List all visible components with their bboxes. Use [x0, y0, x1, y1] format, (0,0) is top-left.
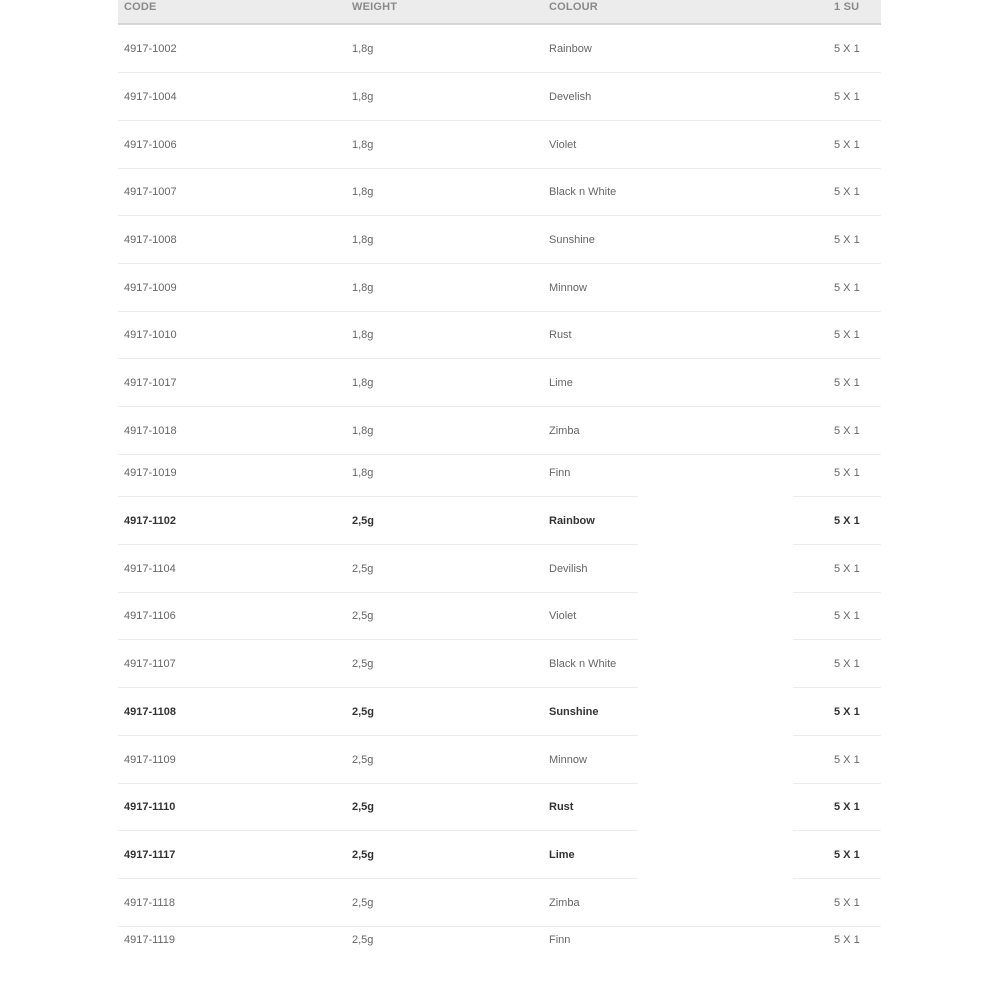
- table-row: [118, 311, 881, 359]
- cell-colour: Rust: [549, 801, 574, 813]
- table-row: [118, 736, 881, 784]
- cell-weight: 1,8g: [352, 467, 374, 479]
- table-row: [118, 831, 881, 879]
- cell-code: 4917-1102: [124, 515, 176, 527]
- table-row: [118, 168, 881, 216]
- cell-weight: 2,5g: [352, 849, 375, 861]
- cell-code: 4917-1106: [124, 610, 176, 622]
- cell-weight: 2,5g: [352, 801, 375, 813]
- cell-weight: 2,5g: [352, 934, 374, 946]
- cell-weight: 1,8g: [352, 186, 374, 198]
- cell-weight: 1,8g: [352, 139, 374, 151]
- table-row: [118, 916, 881, 956]
- cell-weight: 2,5g: [352, 610, 374, 622]
- cell-su: 5 X 1: [834, 139, 860, 151]
- cell-weight: 2,5g: [352, 754, 374, 766]
- cell-code: 4917-1009: [124, 282, 177, 294]
- cell-su: 5 X 1: [834, 186, 860, 198]
- cell-su: 5 X 1: [834, 467, 860, 479]
- cell-colour: Sunshine: [549, 706, 599, 718]
- cell-weight: 2,5g: [352, 706, 375, 718]
- header-weight: WEIGHT: [352, 1, 398, 13]
- cell-colour: Finn: [549, 467, 571, 479]
- cell-weight: 2,5g: [352, 563, 374, 575]
- cell-weight: 2,5g: [352, 658, 374, 670]
- table-row: [118, 73, 881, 121]
- cell-weight: 1,8g: [352, 282, 374, 294]
- table-row: [118, 121, 881, 169]
- table-row: [118, 407, 881, 455]
- cell-code: 4917-1119: [124, 934, 175, 946]
- table-row: [118, 264, 881, 312]
- cell-su: 5 X 1: [834, 754, 860, 766]
- cell-code: 4917-1108: [124, 706, 176, 718]
- cell-code: 4917-1008: [124, 234, 177, 246]
- cell-code: 4917-1110: [124, 801, 176, 813]
- cell-weight: 1,8g: [352, 91, 374, 103]
- cell-su: 5 X 1: [834, 563, 860, 575]
- cell-colour: Zimba: [549, 425, 580, 437]
- cell-code: 4917-1004: [124, 91, 177, 103]
- cell-colour: Minnow: [549, 754, 587, 766]
- cell-weight: 1,8g: [352, 43, 374, 55]
- cell-code: 4917-1118: [124, 897, 175, 909]
- cell-su: 5 X 1: [834, 43, 860, 55]
- cell-colour: Zimba: [549, 897, 580, 909]
- cell-code: 4917-1107: [124, 658, 176, 670]
- cell-colour: Black n White: [549, 658, 617, 670]
- table-row: [118, 449, 881, 497]
- header-colour: COLOUR: [549, 1, 598, 13]
- cell-su: 5 X 1: [834, 658, 860, 670]
- cell-weight: 2,5g: [352, 897, 374, 909]
- cell-code: 4917-1018: [124, 425, 177, 437]
- cell-su: 5 X 1: [834, 849, 860, 861]
- cell-weight: 2,5g: [352, 515, 375, 527]
- table-row: [118, 359, 881, 407]
- cell-su: 5 X 1: [834, 234, 860, 246]
- cell-code: 4917-1017: [124, 377, 177, 389]
- cell-su: 5 X 1: [834, 801, 860, 813]
- cell-su: 5 X 1: [834, 91, 860, 103]
- cell-weight: 1,8g: [352, 329, 374, 341]
- header-code: CODE: [124, 1, 157, 13]
- cell-su: 5 X 1: [834, 329, 860, 341]
- cell-colour: Rainbow: [549, 515, 595, 527]
- cell-colour: Rust: [549, 329, 572, 341]
- cell-code: 4917-1002: [124, 43, 177, 55]
- product-table: [118, 0, 881, 946]
- cell-code: 4917-1006: [124, 139, 177, 151]
- cell-code: 4917-1007: [124, 186, 177, 198]
- cell-colour: Lime: [549, 849, 575, 861]
- cell-code: 4917-1117: [124, 849, 176, 861]
- table-row: [118, 545, 881, 593]
- table-row: [118, 688, 881, 736]
- cell-su: 5 X 1: [834, 425, 860, 437]
- cell-colour: Sunshine: [549, 234, 595, 246]
- cell-code: 4917-1109: [124, 754, 176, 766]
- table-row: [118, 25, 881, 73]
- table-row: [118, 497, 881, 545]
- cell-colour: Black n White: [549, 186, 617, 198]
- cell-weight: 1,8g: [352, 234, 374, 246]
- table-row: [118, 783, 881, 831]
- cell-su: 5 X 1: [834, 897, 860, 909]
- table-header: [118, 0, 881, 25]
- cell-colour: Violet: [549, 139, 577, 151]
- cell-code: 4917-1010: [124, 329, 177, 341]
- cell-su: 5 X 1: [834, 610, 860, 622]
- cell-su: 5 X 1: [834, 377, 860, 389]
- cell-colour: Minnow: [549, 282, 587, 294]
- header-su: 1 SU: [834, 1, 860, 13]
- cell-colour: Develish: [549, 91, 592, 103]
- cell-su: 5 X 1: [834, 282, 860, 294]
- table-row: [118, 592, 881, 640]
- cell-weight: 1,8g: [352, 425, 374, 437]
- cell-su: 5 X 1: [834, 515, 860, 527]
- cell-colour: Lime: [549, 377, 573, 389]
- cell-code: 4917-1104: [124, 563, 176, 575]
- cell-colour: Devilish: [549, 563, 588, 575]
- cell-colour: Violet: [549, 610, 577, 622]
- cell-su: 5 X 1: [834, 934, 860, 946]
- cell-su: 5 X 1: [834, 706, 860, 718]
- table-row: [118, 640, 881, 688]
- cell-weight: 1,8g: [352, 377, 374, 389]
- cell-colour: Rainbow: [549, 43, 592, 55]
- cell-colour: Finn: [549, 934, 571, 946]
- table-row: [118, 216, 881, 264]
- cell-code: 4917-1019: [124, 467, 177, 479]
